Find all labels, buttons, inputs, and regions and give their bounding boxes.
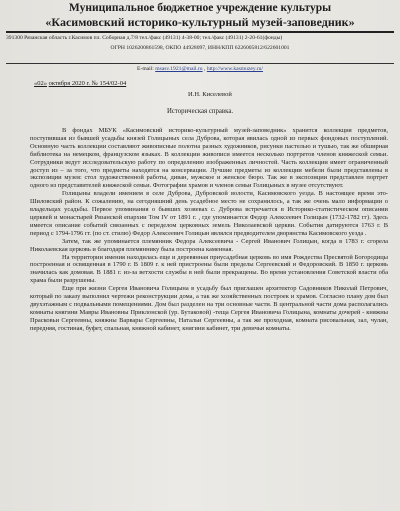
- letter-body: [30, 127, 388, 333]
- paragraph: На территории имения находилась еще и деревянная приусадебная церковь во имя Рождества Пресвятой Богородицы построенная и освященная в 1790 г. В 1809 г. к ней пристроены были пределы Сергеевский и Федоровский. В 1850 г. церковь значилась как домовая. В 1881 г. из-за ветхости службы в ней были прекращены. Во время установления Советской власти оба храма были разрушены.: [30, 253, 388, 285]
- letter-date: [34, 80, 126, 87]
- paragraph: Голицыны владели имением в селе Дуброва, Дубровской волости, Касимовского уезда. В настоящее время это- Шиловский район. К сожалению, на сегодняшний день усадебное место не сохранилось, а так же очень мало информации о владельцах усадьбы. Первое упоминания о бывших хозяевах с. Дуброва встречается в Историко-статистическом описании церквей и монастырей Рязанской епархии Том IV от 1891 г. , где упоминается Федор Алексеевич Голицын (1732-1782 гг). Здесь имеется описание событий связанных с переделом церковных земель Николаевской церкви. События датируются 1763 г. В период с 1794-1796 гг. (по ст. стилю) Федор Алексеевич Голицын являлся предводителем дворянства Касимовского уезда .: [30, 190, 388, 237]
- site-link[interactable]: http://www.kasmuzey.ru/: [206, 66, 263, 72]
- date-day: «02»: [34, 80, 47, 87]
- org-name-line1: Муниципальное бюджетное учреждение культуры: [68, 2, 332, 14]
- contacts-divider: [6, 63, 394, 64]
- recipient-name: И.Н. Киселевой: [188, 91, 232, 98]
- org-name-line2: «Касимовский историко-культурный музей-заповедник»: [45, 15, 355, 29]
- header-divider: [6, 31, 394, 33]
- email-line: E-mail: msasv.1921@mail.ru , http://www.kasmuzey.ru/: [137, 66, 263, 72]
- address-line: 391300 Рязанская область г.Касимов пл. Соборная д.7/8 тел./факс (49131) 4-38-00; тел./факс (49131) 2-20-61(фонды): [6, 35, 283, 41]
- paragraph: В фондах МБУК «Касимовский историко-культурный музей-заповедник» хранится коллекция предметов, поступившая из бывшей усадьбы князей Голицыных села Дуброва, которая явилась одной из первых фондовых поступлений. Основную часть коллекции составляют живописные полотна разных художников, рисунки пастелью и тушью, так же обширная библиотека на немецком, французском языках. В коллекции живописи имеется несколько портретов членов княжеской семьи. Сотрудники ведут исследовательскую работу по определению изображенных личностей. Часть коллекции имеет ограниченный доступ из – за того, что предметы находятся на консервации. Лучшие предметы из коллекции мебели были представлены в экспозиции музея: стол художественной работы, диван, мужское и женское бюро. Так же в экспозиции представлен портрет одного из представителей княжеской семьи. Фотографии храмов и членов семьи Голицыных в музее отсутствуют.: [30, 127, 388, 190]
- document-title: Историческая справка.: [166, 108, 234, 115]
- email-label: E-mail:: [137, 66, 154, 72]
- ogrn-line: ОГРН 1026200861598, ОКПО 44928097, ИНН/КПП 6226005812/622601001: [110, 45, 290, 51]
- email-link[interactable]: msasv.1921@mail.ru: [155, 66, 203, 72]
- paragraph: Еще при жизни Сергея Ивановича Голицына в усадьбу был приглашен архитектор Садовников Николай Петрович, который по заказу выполнил чертежи реконструкции дома, а так же хозяйственных построек и храмов. Согласно плану дом был двухэтажным с подвальными помещениями. Дом был разделен на три основные части. В центральной части дома располагались комнаты княгини Мавры Ивановны Приклонской (ур. Бутаковой) -теща Сергея Ивановича Голицына, комнаты дочерей - княжны Прасковьи Сергеевны, княжны Варвары Сергеевны, Натальи Сергеевны, а так же проходная, комната рисовальная, зал, чулан, передняя, гостиная, буфет, спальная, княжной кабинет, княгини кабинет, три девичьи комнаты.: [30, 285, 388, 332]
- paragraph: Затем, так же упоминается племянник Федора Алексеевича - Сергей Иванович Голицын, когда в 1783 г. сгорела Николаевская церковь и благодаря племяннику была построена каменная.: [30, 237, 388, 253]
- date-number: октября 2020 г. № 154/02-04: [48, 80, 127, 87]
